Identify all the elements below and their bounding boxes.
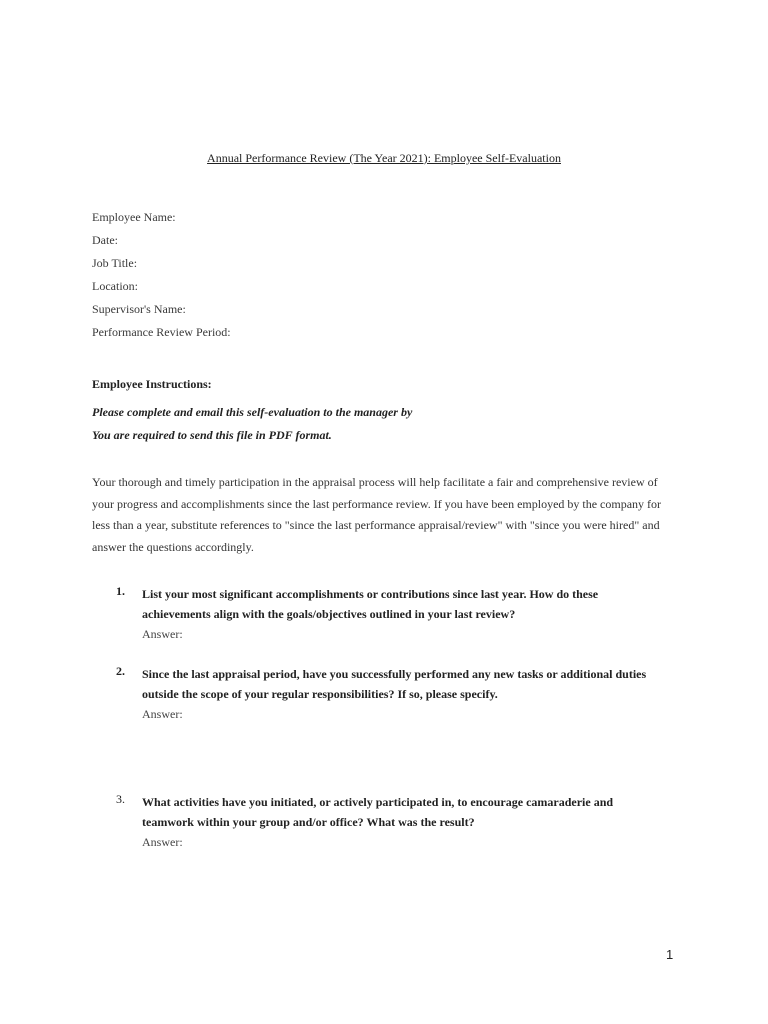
- answer-label: Answer:: [142, 835, 183, 849]
- field-supervisor-name: Supervisor's Name:: [92, 302, 186, 316]
- question-text: What activities have you initiated, or actively participated in, to encourage camaraderie and teamwork within your group and/or office? What was the result?: [142, 795, 614, 829]
- field-job-title: Job Title:: [92, 256, 138, 270]
- question-number: 2.: [116, 664, 125, 678]
- answer-label: Answer:: [142, 627, 183, 641]
- answer-label: Answer:: [142, 707, 183, 721]
- question-text: Since the last appraisal period, have you successfully performed any new tasks or additional duties outside the scope of your regular responsibilities? If so, please specify.: [142, 667, 647, 701]
- instruction-line: Please complete and email this self-evaluation to the manager by: [92, 405, 413, 419]
- instruction-line: You are required to send this file in PDF format.: [92, 428, 332, 442]
- instructions-heading: Employee Instructions:: [92, 377, 212, 391]
- field-location: Location:: [92, 279, 138, 293]
- question-item: [116, 792, 656, 852]
- question-text: List your most significant accomplishments or contributions since last year. How do these achievements align with the goals/objectives outlined in your last review?: [142, 587, 599, 621]
- field-review-period: Performance Review Period:: [92, 325, 231, 339]
- question-number: 1.: [116, 584, 125, 598]
- document-title: Annual Performance Review (The Year 2021): Employee Self-Evaluation: [207, 151, 561, 165]
- employee-info-fields: [92, 209, 231, 347]
- field-employee-name: Employee Name:: [92, 210, 176, 224]
- question-item: [116, 584, 656, 644]
- intro-paragraph: Your thorough and timely participation in the appraisal process will help facilitate a fair and comprehensive review of your progress and accomplishments since the last performance review. If you have been employed by the company for less than a year, substitute references to "since the last performance appraisal/review" with "since you were hired" and answer the questions accordingly.: [92, 475, 662, 554]
- question-number: 3.: [116, 792, 125, 806]
- page-number: 1: [666, 947, 674, 962]
- question-item: [116, 664, 656, 724]
- field-date: Date:: [92, 233, 118, 247]
